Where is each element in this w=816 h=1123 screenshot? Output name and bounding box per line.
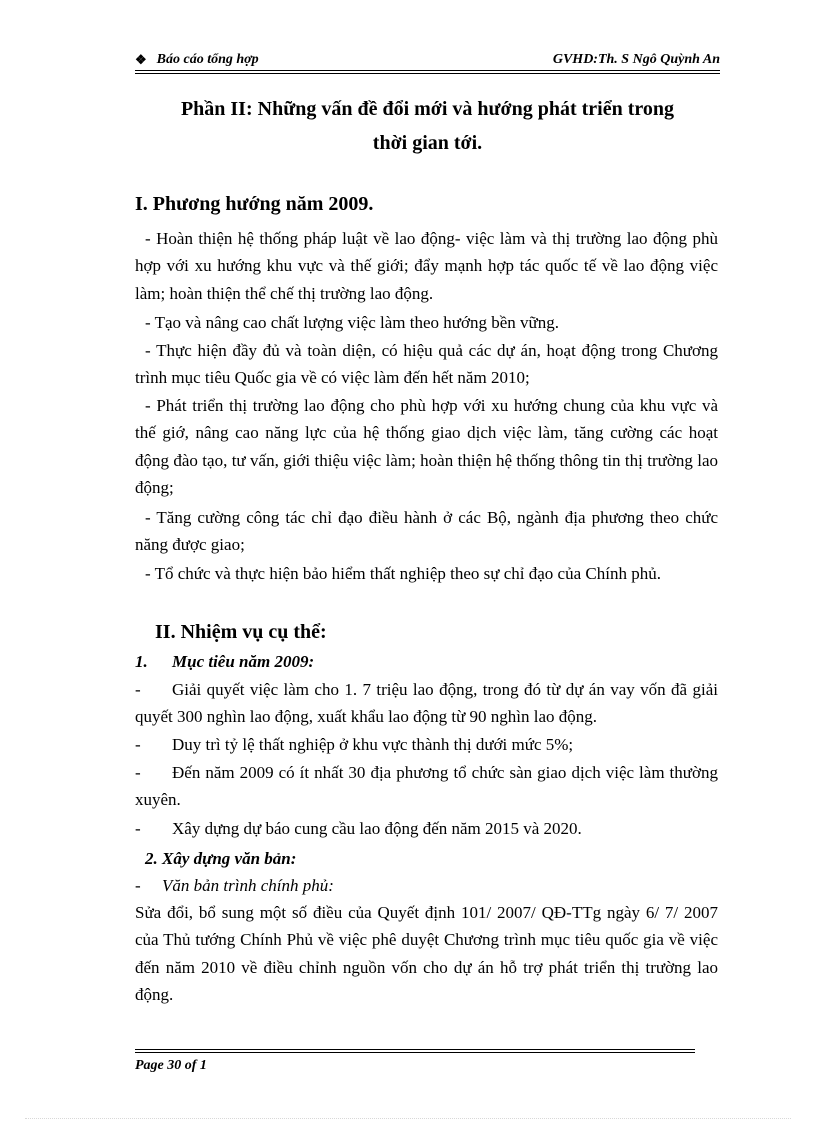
page-title	[135, 92, 720, 160]
goal-item-2-text: Duy trì tỷ lệ thất nghiệp ở khu vực thành thị dưới mức 5%;	[172, 735, 574, 754]
section-1-paragraph-5: - Tăng cường công tác chỉ đạo điều hành ở các Bộ, ngành địa phương theo chức năng được giao;	[135, 508, 718, 555]
subsection-1-title: Mục tiêu năm 2009:	[172, 652, 315, 671]
goal-item-2: - Duy trì tỷ lệ thất nghiệp ở khu vực thành thị dưới mức 5%;	[135, 735, 574, 754]
diamond-bullet-icon: ❖	[135, 52, 147, 67]
goal-item-4-text: Xây dựng dự báo cung cầu lao động đến năm 2015 và 2020.	[172, 819, 582, 838]
section-1-paragraph-4: - Phát triển thị trường lao động cho phù hợp với xu hướng chung của khu vực và thế giớ, nâng cao năng lực của hệ thống giao dịch việc làm, tăng cường các hoạt động đào tạo, tư vấn, giới thiệu việc làm; hoàn thiện hệ thống thông tin thị trường lao động;	[135, 396, 718, 497]
goal-item-4: - Xây dựng dự báo cung cầu lao động đến năm 2015 và 2020.	[135, 819, 582, 838]
page-bottom-border	[25, 1118, 791, 1119]
document-item: - Văn bản trình chính phủ:	[135, 876, 334, 895]
subsection-1-number: 1.	[135, 652, 148, 671]
header-rule-double	[135, 73, 720, 74]
section-1-paragraph-3: - Thực hiện đầy đủ và toàn diện, có hiệu quả các dự án, hoạt động trong Chương trình mục tiêu Quốc gia về có việc làm đến hết năm 2010;	[135, 341, 718, 388]
document-paragraph: Sửa đổi, bổ sung một số điều của Quyết định 101/ 2007/ QĐ-TTg ngày 6/ 7/ 2007 của Thủ tướng Chính Phủ về việc phê duyệt Chương trình mục tiêu quốc gia về việc đến năm 2010 về điều chỉnh nguồn vốn cho dự án hỗ trợ phát triển thị trường lao động.	[135, 903, 718, 1004]
goal-item-3-text: Đến năm 2009 có ít nhất 30 địa phương tổ chức sàn giao dịch việc làm thường xuyên.	[135, 763, 718, 810]
section-2-heading: II. Nhiệm vụ cụ thể:	[155, 621, 327, 643]
goal-item-1-text: Giải quyết việc làm cho 1. 7 triệu lao động, trong đó từ dự án vay vốn đã giải quyết 300 nghìn lao động, xuất khẩu lao động từ 90 nghìn lao động.	[135, 680, 718, 727]
subsection-1-heading	[135, 648, 314, 675]
page-header	[135, 50, 720, 70]
goal-item-1: - Giải quyết việc làm cho 1. 7 triệu lao động, trong đó từ dự án vay vốn đã giải quyết 300 nghìn lao động, xuất khẩu lao động từ 90 nghìn lao động.	[135, 680, 718, 727]
header-left	[135, 52, 259, 68]
section-1-heading: I. Phương hướng năm 2009.	[135, 193, 374, 215]
section-1-paragraph-6: - Tổ chức và thực hiện bảo hiểm thất nghiệp theo sự chỉ đạo của Chính phủ.	[145, 564, 661, 583]
header-supervisor: GVHD:Th. S Ngô Quỳnh An	[552, 52, 720, 67]
subsection-2-heading: 2. Xây dựng văn bản:	[145, 849, 297, 868]
footer-rule-double	[135, 1052, 695, 1053]
document-item-label: Văn bản trình chính phủ:	[162, 876, 334, 895]
section-1-paragraph-1: - Hoàn thiện hệ thống pháp luật về lao động- việc làm và thị trường lao động phù hợp với xu hướng khu vực và thế giới; đẩy mạnh hợp tác quốc tế về lao động việc làm; hoàn thiện thể chế thị trường lao động.	[135, 229, 718, 303]
title-line-2: thời gian tới.	[372, 132, 483, 154]
header-report-title: Báo cáo tổng hợp	[156, 52, 259, 67]
section-1-paragraph-2: - Tạo và nâng cao chất lượng việc làm theo hướng bền vững.	[145, 313, 559, 332]
header-rule	[135, 70, 720, 71]
title-line-1: Phần II: Những vấn đề đổi mới và hướng phát triển trong	[180, 98, 675, 120]
footer-rule	[135, 1049, 695, 1050]
goal-item-3: - Đến năm 2009 có ít nhất 30 địa phương tổ chức sàn giao dịch việc làm thường xuyên.	[135, 763, 718, 810]
page-number: Page 30 of 1	[135, 1058, 207, 1073]
